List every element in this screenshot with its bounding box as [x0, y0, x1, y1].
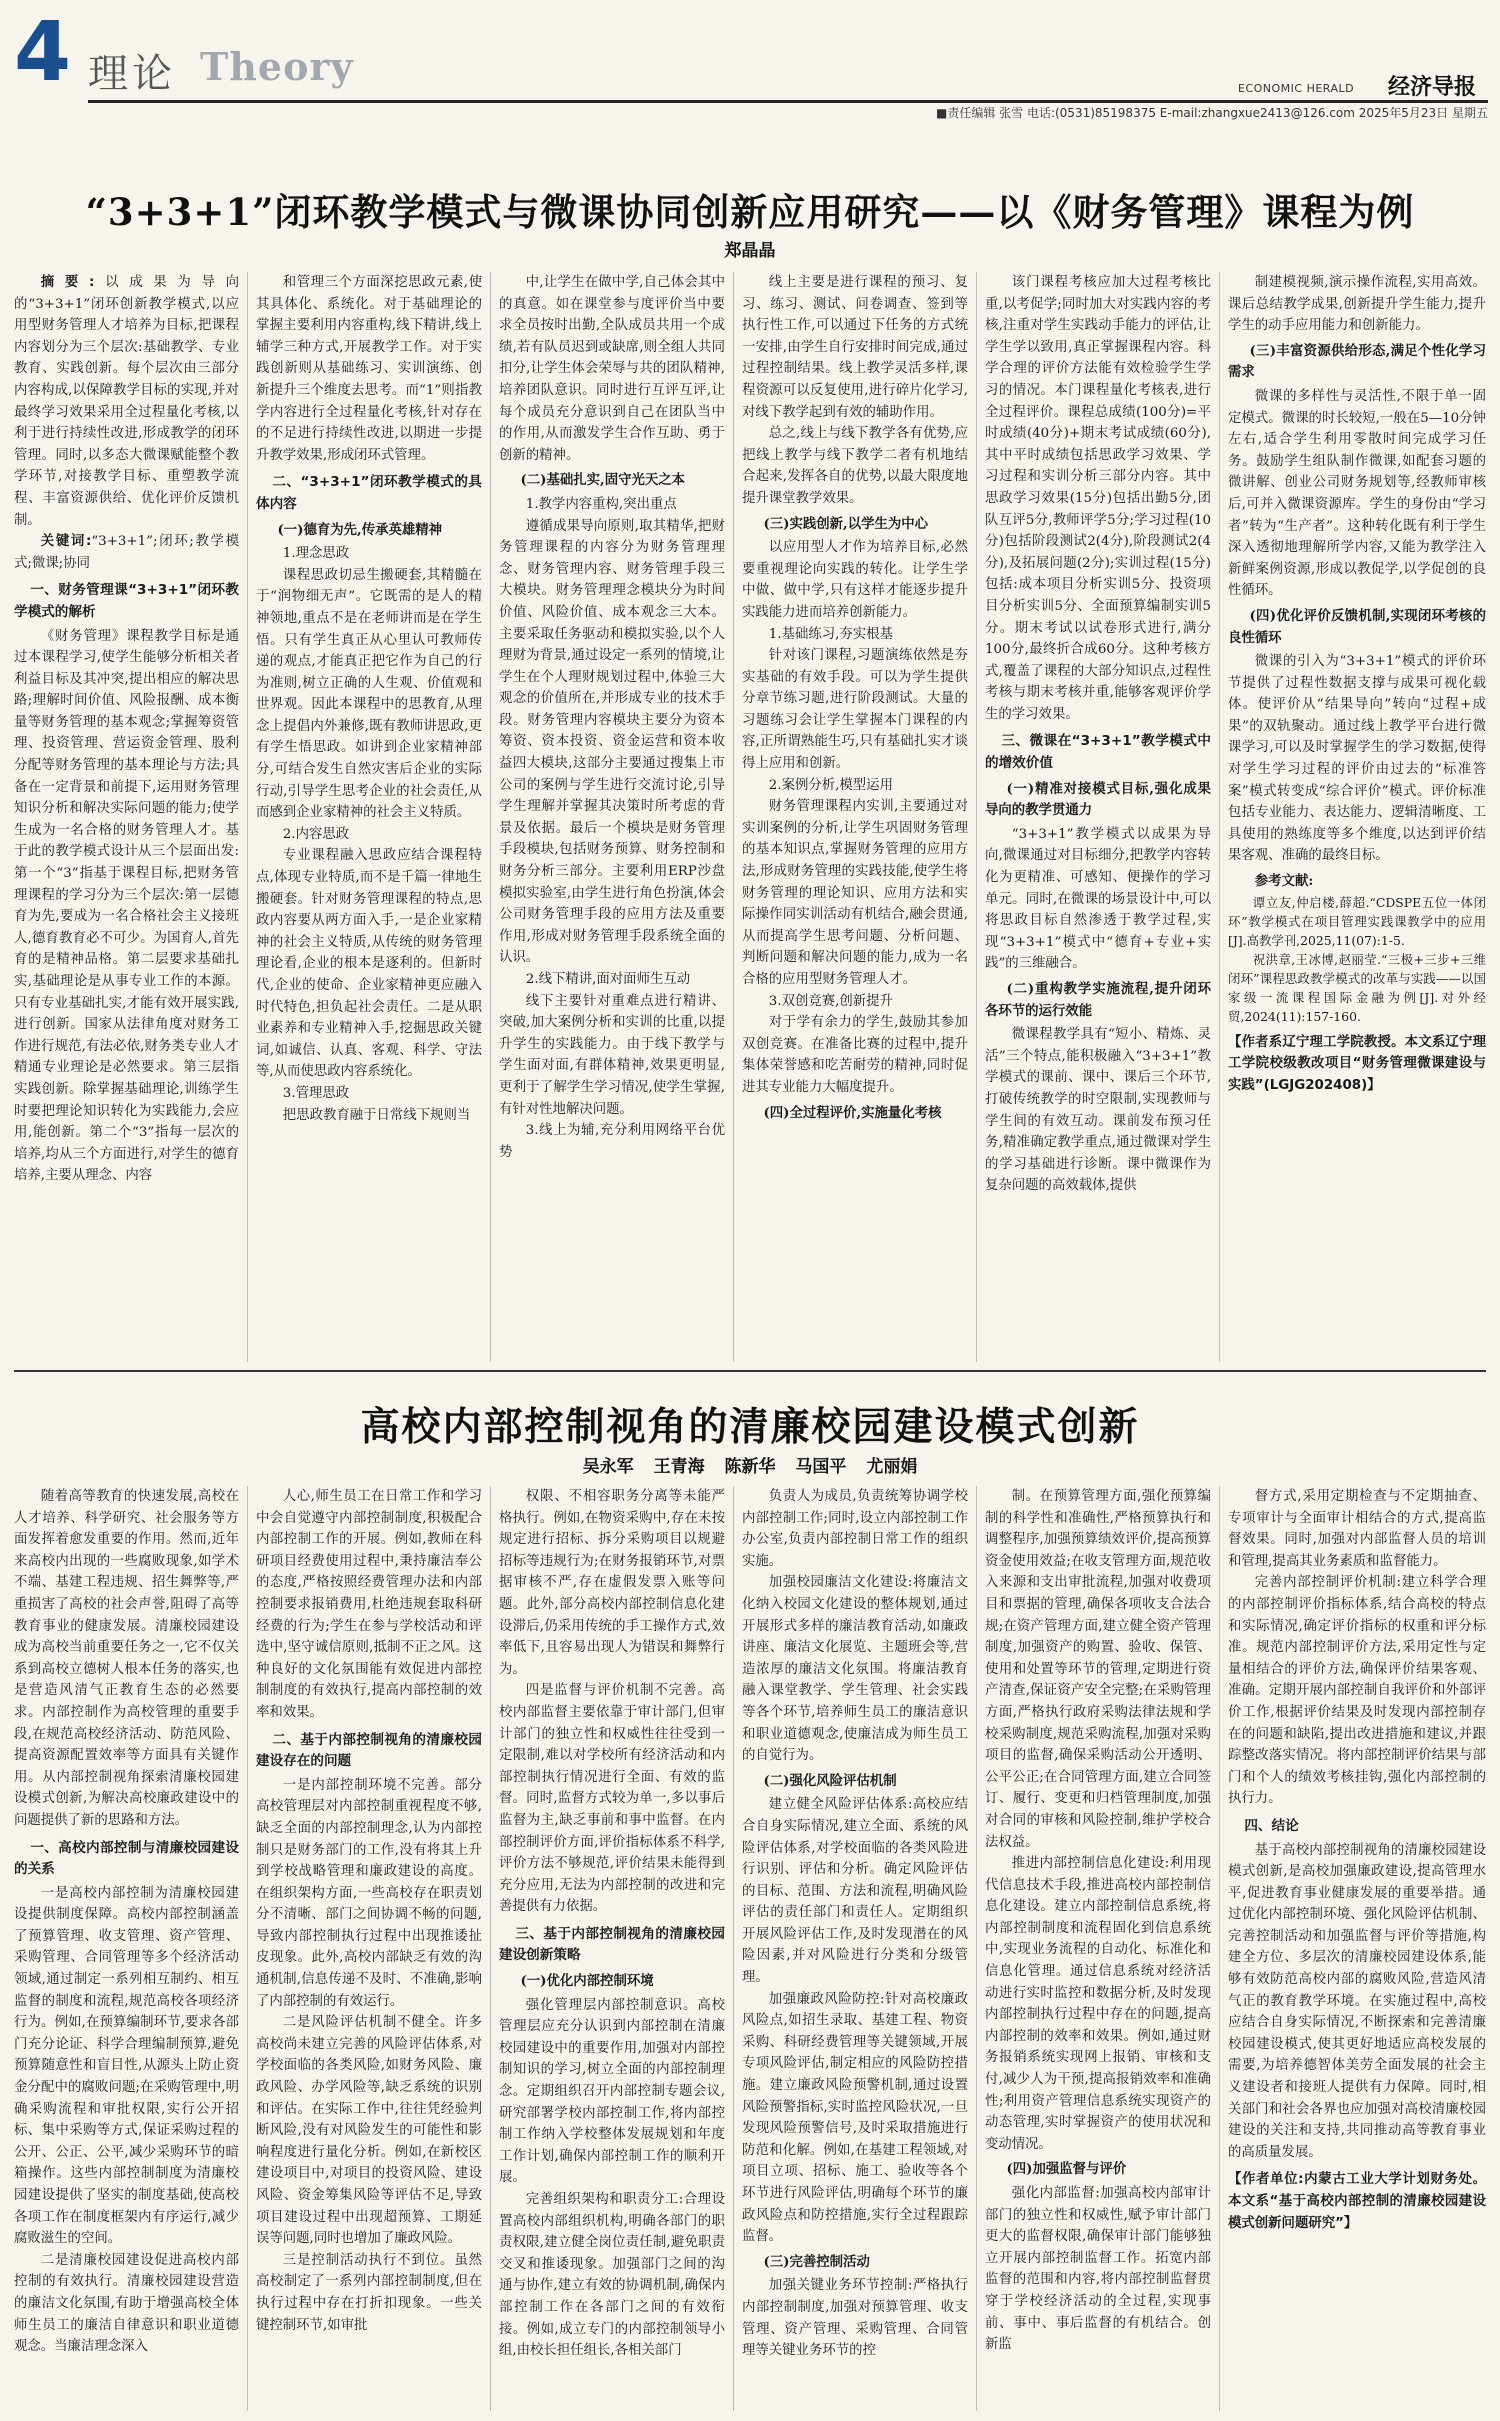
paragraph: 一是高校内部控制为清廉校园建设提供制度保障。高校内部控制涵盖了预算管理、收支管理、资产管理、采购管理、合同管理等多个经济活动领域,通过制定一系列相互制约、相互监督的制度和流程,规范高校各项经济行为。例如,在预算编制环节,要求各部门充分论证、科学合理编制预算,避免预算随意性和盲目性,从源头上防止资金分配中的腐败问题;在采购管理中,明确采购流程和审批权限,实行公开招标、集中采购等方式,保证采购过程的公开、公正、公平,减少采购环节的暗箱操作。这些内部控制制度为清廉校园建设提供了坚实的制度基础,使高校各项工作在制度框架内有序运行,减少腐败滋生的空间。 — [14, 1885, 239, 2247]
column-rule — [1219, 272, 1220, 1362]
paragraph: 权限、不相容职务分离等未能严格执行。例如,在物资采购中,存在未按规定进行招标、拆分采购项目以规避招标等违规行为;在财务报销环节,对票据审核不严,存在虚假发票入账等问题。此外,部分高校内部控制信息化建设滞后,仍采用传统的手工操作方式,效率低下,且容易出现人为错误和舞弊行为。 — [499, 1489, 725, 1677]
paragraph: 3.管理思政 — [282, 1085, 350, 1101]
article1-column-4 — [742, 272, 968, 1362]
subsection-heading: (二)强化风险评估机制 — [763, 1772, 897, 1789]
author-note: 【作者系辽宁理工学院教授。本文系辽宁理工学院校级教改项目“财务管理微课建设与实践”(LGJG202408)】 — [1228, 1034, 1486, 1093]
abstract-text: 以成果为导向的“3+3+1”闭环创新教学模式,以应用型财务管理人才培养为目标,把课程内容划分为三个层次:基础教学、专业教育、实践创新。每个层次由三部分内容构成,以保障教学目标的实现,并对最终学习效果采用全过程量化考核,以利于进行持续性改进,形成教学的闭环管理。同时,以多态大微课赋能整个教学环节,对接教学目标、重塑教学流程、丰富资源供给、优化评价反馈机制。 — [14, 275, 239, 528]
masthead-rule — [88, 100, 1488, 103]
reference-item: 祝洪章,王冰博,赵丽莹.“三极+三步+三维闭环”课程思政教学模式的改革与实践——以国家级一流课程国际金融为例[J].对外经贸,2024(11):157-160. — [1228, 951, 1486, 1024]
paragraph: 把思政教育融于日常线下规则当 — [282, 1107, 471, 1123]
section-heading: 一、财务管理课“3+3+1”闭环教学模式的解析 — [14, 582, 239, 620]
paragraph: 制建模视频,演示操作流程,实用高效。课后总结教学成果,创新提升学生能力,提升学生的动手应用能力和创新能力。 — [1228, 275, 1486, 334]
paragraph: 微课的引入为“3+3+1”模式的评价环节提供了过程性数据支撑与成果可视化载体。使评价从“结果导向”转向“过程+成果”的双轨聚动。通过线上教学平台进行微课学习,可以及时掌握学生的学习数据,使得对学生学习过程的评价由过去的“标准答案”模式转变成“综合评价”模式。评价标准包括专业能力、表达能力、逻辑清晰度、工具使用的熟练度等多个维度,以达到评价结果客观、准确的最终目标。 — [1228, 654, 1486, 864]
article1-column-5 — [985, 272, 1211, 1362]
article2-column-1 — [14, 1486, 239, 2411]
paragraph: 负责人为成员,负责统筹协调学校内部控制工作;同时,设立内部控制工作办公室,负责内部控制日常工作的组织实施。 — [742, 1489, 968, 1569]
paragraph: 2.案例分析,模型运用 — [768, 777, 893, 793]
paragraph: 制。在预算管理方面,强化预算编制的科学性和准确性,严格预算执行和调整程序,加强预算绩效评价,提高预算资金使用效益;在收支管理方面,规范收入来源和支出审批流程,加强对收费项目和票据的管理,确保各项收支合法合规;在资产管理方面,建立健全资产管理制度,加强资产的购置、验收、保管、使用和处置等环节的管理,定期进行资产清查,保证资产安全完整;在采购管理方面,严格执行政府采购法律法规和学校采购制度,规范采购流程,加强对采购项目的监督,确保采购活动公开透明、公平公正;在合同管理方面,建立合同签订、履行、变更和归档管理制度,加强对合同的审核和风险控制,维护学校合法权益。 — [985, 1489, 1211, 1850]
subsection-heading: (三)丰富资源供给形态,满足个性化学习需求 — [1228, 342, 1486, 381]
subsection-heading: (三)完善控制活动 — [763, 2253, 870, 2270]
paragraph: 和管理三个方面深挖思政元素,使其具体化、系统化。对于基础理论的掌握主要利用内容重构,线下精讲,线上辅学三种方式,开展教学工作。对于实践创新则从基础练习、实训演练、创新提升三个维度去思考。而“1”则指教学内容进行全过程量化考核,针对存在的不足进行持续性改进,以期进一步提升教学效果,形成闭环式管理。 — [256, 275, 482, 463]
section-heading: 三、基于内部控制视角的清廉校园建设创新策略 — [499, 1925, 725, 1964]
paragraph: 1.理念思政 — [282, 546, 350, 562]
author-note: 【作者单位:内蒙古工业大学计划财务处。本文系“基于高校内部控制的清廉校园建设模式创新问题研究”】 — [1228, 2172, 1486, 2231]
paragraph: 1.教学内容重构,突出重点 — [525, 496, 677, 512]
article2-column-3 — [499, 1486, 725, 2411]
article2-column-5 — [985, 1486, 1211, 2411]
article2-column-2 — [256, 1486, 482, 2411]
subsection-heading: (二)重构教学实施流程,提升闭环各环节的运行效能 — [985, 981, 1211, 1019]
subsection-heading: (一)精准对接模式目标,强化成果导向的教学贯通力 — [985, 780, 1211, 819]
paragraph: 财务管理课程内实训,主要通过对实训案例的分析,让学生巩固财务管理的基本知识点,掌握财务管理的应用方法,形成财务管理的实践技能,使学生将财务管理的理论知识、应用方法和实际操作同实训活动有机结合,融会贯通,从而提高学生思考问题、分析问题、判断问题和解决问题的能力,成为一名合格的应用型财务管理人才。 — [742, 799, 968, 987]
paragraph: 针对该门课程,习题演练依然是夯实基础的有效手段。可以为学生提供分章节练习题,进行阶段测试。大量的习题练习会让学生掌握本门课程的内容,正所谓熟能生巧,只有基础扎实才谈得上应用和创新。 — [742, 648, 968, 772]
paragraph: 对于学有余力的学生,鼓励其参加双创竞赛。在准备比赛的过程中,提升集体荣誉感和吃苦耐劳的精神,同时促进其专业能力大幅度提升。 — [742, 1015, 968, 1095]
paragraph: 《财务管理》课程教学目标是通过本课程学习,使学生能够分析相关者利益目标及其冲突,提出相应的解决思路;理解时间价值、风险报酬、成本衡量等财务管理的基本观念;掌握筹资管理、投资管理、营运资金管理、股利分配等财务管理的基本理论与方法;具备在一定背景和前提下,运用财务管理知识分析和解决实际问题的能力;使学生成为一名合格的财务管理人才。基于此的教学模式设计从三个层面出发:第一个“3”指基于课程目标,把财务管理课程的学习分为三个层次:第一层德育为先,要成为一名合格社会主义接班人,德育教育必不可少。为国育人,首先育的是精神品格。第二层要求基础扎实,基础理论是从事专业工作的本源。只有专业基础扎实,才能有效开展实践,进行创新。国家从法律角度对财务工作进行规范,有法必依,财务类专业人才精通专业理论是必然要求。第三层指实践创新。除掌握基础理论,训练学生时要把理论知识转化为实践能力,会应用,能创新。第二个“3”指每一层次的培养,均从三个方面进行,对学生的德育培养,主要从理念、内容 — [14, 628, 239, 1184]
paragraph: 建立健全风险评估体系:高校应结合自身实际情况,建立全面、系统的风险评估体系,对学校面临的各类风险进行识别、评估和分析。确定风险评估的目标、范围、方法和流程,明确风险评估的责任部门和责任人。定期组织开展风险评估工作,及时发现潜在的风险因素,并对风险进行分类和分级管理。 — [742, 1797, 968, 1986]
paragraph: 督方式,采用定期检查与不定期抽查、专项审计与全面审计相结合的方式,提高监督效果。同时,加强对内部监督人员的培训和管理,提高其业务素质和监督能力。 — [1228, 1489, 1486, 1569]
reference-item: 谭立友,仲启楼,薛超.“CDSPE五位一体闭环”教学模式在项目管理实践课教学中的应用[J].高教学刊,2025,11(07):1-5. — [1228, 894, 1486, 948]
article1-column-3 — [499, 272, 725, 1362]
subsection-heading: (一)德育为先,传承英雄精神 — [277, 521, 443, 538]
page-number: 4 — [14, 5, 72, 100]
subsection-heading: (四)优化评价反馈机制,实现闭环考核的良性循环 — [1228, 607, 1486, 646]
masthead — [0, 0, 1500, 118]
keywords-label: 关键词: — [40, 534, 92, 550]
paragraph: 3.线上为辅,充分利用网络平台优势 — [499, 1123, 725, 1160]
subsection-heading: (四)全过程评价,实施量化考核 — [763, 1104, 942, 1121]
subsection-heading: (二)基础扎实,固守光天之本 — [520, 472, 686, 489]
paragraph: 微课程教学具有“短小、精炼、灵活”三个特点,能积极融入“3+3+1”教学模式的课前、课中、课后三个环节,打破传统教学的时空限制,实现教师与学生间的有效互动。课前发布预习任务,精准确定教学重点,通过微课对学生的学习基础进行诊断。课中微课作为复杂问题的高效载体,提供 — [985, 1027, 1211, 1194]
paragraph: 加强廉政风险防控:针对高校廉政风险点,如招生录取、基建工程、物资采购、科研经费管理等关键领域,开展专项风险评估,制定相应的风险防控措施。建立廉政风险预警机制,通过设置风险预警指标,实时监控风险状况,一旦发现风险预警信号,及时采取措施进行防范和化解。例如,在基建工程领域,对项目立项、招标、施工、验收等各个环节进行风险评估,明确每个环节的廉政风险点和防控措施,实行全过程跟踪监督。 — [742, 1991, 968, 2245]
paragraph: 课程思政切忌生搬硬套,其精髓在于“润物细无声”。它既需的是人的精神领地,重点不是在老师讲而是在学生悟。只有学生真正从心里认可教师传递的观点,才能真正把它作为自己的行为准则,树立正确的人生观、价值观和世界观。因此本课程中的思教育,从理念上提倡内外兼修,既有教师讲思政,更有学生悟思政。如讲到企业家精神部分,可结合发生自然灾害后企业的实际行动,引导学生思考企业的社会责任,从而感到企业家精神的社会主义特质。 — [256, 567, 482, 821]
paragraph: 强化管理层内部控制意识。高校管理层应充分认识到内部控制在清廉校园建设中的重要作用,加强对内部控制知识的学习,树立全面的内部控制理念。定期组织召开内部控制专题会议,研究部署学校内部控制工作,将内部控制工作纳入学校整体发展规划和年度工作计划,确保内部控制工作的顺利开展。 — [499, 1997, 725, 2186]
paragraph: 线下主要针对重难点进行精讲、突破,加大案例分析和实训的比重,以提升学生的实践能力。由于线下教学与学生面对面,有群体精神,效果更明显,更利于了解学生学习情况,使学生掌握,有针对性地解决问题。 — [499, 993, 725, 1117]
paragraph: 微课的多样性与灵活性,不限于单一固定模式。微课的时长较短,一般在5—10分钟左右,适合学生利用零散时间完成学习任务。鼓励学生组队制作微课,如配套习题的微讲解、创业公司财务规划等,经教师审核后,可并入微课资源库。学生的身份由“学习者”转为“生产者”。这种转化既有利于学生深入透彻地理解所学内容,又能为教学注入新鲜案例资源,形成以教促学,以学促创的良性循环。 — [1228, 388, 1486, 599]
paragraph: 以应用型人才作为培养目标,必然要重视理论向实践的转化。让学生学中做、做中学,只有这样才能逐步提升实践能力进而培养创新能力。 — [742, 540, 968, 620]
article2-column-4 — [742, 1486, 968, 2411]
column-rule — [733, 1486, 734, 2411]
column-rule — [976, 1486, 977, 2411]
article2-title: 高校内部控制视角的清廉校园建设模式创新 — [360, 1404, 1140, 1450]
paragraph: 二是风险评估机制不健全。许多高校尚未建立完善的风险评估体系,对学校面临的各类风险,如财务风险、廉政风险、办学风险等,缺乏系统的识别和评估。在实际工作中,往往凭经验判断风险,没有对风险发生的可能性和影响程度进行量化分析。例如,在新校区建设项目中,对项目的投资风险、建设风险、资金筹集风险等评估不足,导致项目建设过程中出现超预算、工期延误等问题,同时也增加了廉政风险。 — [256, 2015, 482, 2247]
subsection-heading: (一)优化内部控制环境 — [520, 1973, 654, 1990]
column-rule — [733, 272, 734, 1362]
editor-info-line: ■责任编辑 张雪 电话:(0531)85198375 E-mail:zhangxue2413@126.com 2025年5月23日 星期五 — [935, 106, 1488, 120]
paragraph: 完善内部控制评价机制:建立科学合理的内部控制评价指标体系,结合高校的特点和实际情况,确定评价指标的权重和评分标准。规范内部控制评价方法,采用定性与定量相结合的评价方法,确保评价结果客观、准确。定期开展内部控制自我评价和外部评价工作,根据评价结果及时发现内部控制存在的问题和缺陷,提出改进措施和建议,并跟踪整改落实情况。将内部控制评价结果与部门和个人的绩效考核挂钩,强化内部控制的执行力。 — [1228, 1575, 1486, 1807]
paper-name-en: ECONOMIC HERALD — [1238, 82, 1355, 95]
column-rule — [490, 1486, 491, 2411]
paragraph: 随着高等教育的快速发展,高校在人才培养、科学研究、社会服务等方面发挥着愈发重要的作用。然而,近年来高校内出现的一些腐败现象,如学术不端、基建工程违规、招生舞弊等,严重损害了高校的社会声誉,阻碍了高等教育事业的健康发展。清廉校园建设成为高校当前重要任务之一,它不仅关系到高校立德树人根本任务的落实,也是营造风清气正教育生态的必然要求。内部控制作为高校管理的重要手段,在规范高校经济活动、防范风险、提高资源配置效率等方面具有关键作用。从内部控制视角探索清廉校园建设模式创新,为解决高校廉政建设中的问题提供了新的思路和方法。 — [14, 1489, 239, 1828]
paragraph: 1.基础练习,夯实根基 — [768, 626, 893, 642]
paragraph: 遵循成果导向原则,取其精华,把财务管理课程的内容分为财务管理理念、财务管理内容、财务管理手段三大模块。财务管理理念模块分为时间价值、风险价值、成本观念三大本。主要采取任务驱动和模拟实验,以个人理财为背景,通过设定一系列的情境,让学生在个人理财规划过程中,体验三大观念的价值所在,并形成专业的技术手段。财务管理内容模块主要分为资本筹资、资本投资、资金运营和资本收益四大模块,这部分主要通过搜集上市公司的案例与学生进行交流讨论,引导学生理解并掌握其决策时所考虑的背景及依据。最后一个模块是财务管理手段模块,包括财务预算、财务控制和财务分析三部分。主要利用ERP沙盘模拟实验室,由学生进行角色扮演,体会公司财务管理手段的应用方法及重要作用,形成对财务管理手段系统全面的认识。 — [499, 518, 725, 966]
abstract-label: 摘要: — [40, 275, 95, 290]
article1-title: “3+3+1”闭环教学模式与微课协同创新应用研究——以《财务管理》课程为例 — [85, 190, 1415, 234]
paragraph: 总之,线上与线下教学各有优势,应把线上教学与线下教学二者有机地结合起来,发挥各自的优势,以最大限度地提升课堂教学效果。 — [742, 426, 968, 506]
paragraph: 加强校园廉洁文化建设:将廉洁文化纳入校园文化建设的整体规划,通过开展形式多样的廉洁教育活动,如廉政讲座、廉洁文化展览、主题班会等,营造浓厚的廉洁文化氛围。将廉洁教育融入课堂教学、学生管理、社会实践等各个环节,培养师生员工的廉洁意识和职业道德观念,使廉洁成为师生员工的自觉行为。 — [742, 1575, 968, 1764]
paragraph: 该门课程考核应加大过程考核比重,以考促学;同时加大对实践内容的考核,注重对学生实践动手能力的评估,让学生学以致用,真正掌握课程内容。科学合理的评价方法能有效检验学生学习的情况。本门课程量化考核表,进行全过程评价。课程总成绩(100分)=平时成绩(40分)+期末考试成绩(60分),其中平时成绩包括思政学习效果、学习过程和实训分析三部分内容。其中思政学习效果(15分)包括出勤5分,团队互评5分,教师评学5分;学习过程(10分)包括阶段测试2(4分),阶段测试2(4分),及拓展问题(2分);实训过程(15分)包括:成本项目分析实训5分、投资项目分析实训5分、全面预算编制实训5分。期末考试以试卷形式进行,满分100分,最终折合成60分。这种考核方式,覆盖了课程的大部分知识点,过程性考核与期末考核并重,能够客观评价学生的学习效果。 — [985, 275, 1211, 722]
paragraph: 加强关键业务环节控制:严格执行内部控制制度,加强对预算管理、收支管理、资产管理、采购管理、合同管理等关键业务环节的控 — [742, 2278, 968, 2359]
paragraph: 中,让学生在做中学,自己体会其中的真意。如在课堂参与度评价当中要求全员按时出勤,全队成员共用一个成绩,若有队员迟到或缺席,则全组人共同扣分,让学生体会荣辱与共的团队精神,培养团队意识。同时进行互评互评,让每个成员充分意识到自己在团队当中的作用,从而激发学生合作互助、勇于创新的精神。 — [499, 275, 725, 463]
article2-authors: 吴永军 王青海 陈新华 马国平 尤丽娟 — [582, 1457, 918, 1477]
column-rule — [490, 272, 491, 1362]
column-rule — [1219, 1486, 1220, 2411]
paragraph: 二是清廉校园建设促进高校内部控制的有效执行。清廉校园建设营造的廉洁文化氛围,有助于增强高校全体师生员工的廉洁自律意识和职业道德观念。当廉洁理念深入 — [14, 2252, 239, 2355]
article-divider — [14, 1370, 1486, 1372]
paragraph: 人心,师生员工在日常工作和学习中会自觉遵守内部控制制度,积极配合内部控制工作的开展。例如,教师在科研项目经费使用过程中,秉持廉洁奉公的态度,严格按照经费管理办法和内部控制要求报销费用,杜绝违规套取科研经费的行为;学生在参与学校活动和评选中,坚守诚信原则,抵制不正之风。这种良好的文化氛围能有效促进内部控制制度的有效执行,提高内部控制的效率和效果。 — [256, 1489, 482, 1720]
section-heading: 三、微课在“3+3+1”教学模式中的增效价值 — [985, 733, 1211, 772]
paragraph: 2.内容思政 — [282, 826, 350, 842]
paragraph: 基于高校内部控制视角的清廉校园建设模式创新,是高校加强廉政建设,提高管理水平,促进教育事业健康发展的重要举措。通过优化内部控制环境、强化风险评估机制、完善控制活动和加强监督与评价等措施,构建全方位、多层次的清廉校园建设体系,能够有效防范高校内部的腐败风险,营造风清气正的教育教学环境。在实施过程中,高校应结合自身实际情况,不断探索和完善清廉校园建设模式,使其更好地适应高校发展的需要,为培养德智体美劳全面发展的社会主义建设者和接班人提供有力保障。同时,相关部门和社会各界也应加强对高校清廉校园建设的关注和支持,共同推动高等教育事业的高质量发展。 — [1228, 1842, 1486, 2160]
references-heading: 参考文献: — [1254, 873, 1314, 890]
section-title-cn: 理论 — [88, 51, 176, 97]
paragraph: 三是控制活动执行不到位。虽然高校制定了一系列内部控制制度,但在执行过程中存在打折扣现象。一些关键控制环节,如审批 — [256, 2252, 482, 2333]
paragraph: 完善组织架构和职责分工:合理设置高校内部组织机构,明确各部门的职责权限,建立健全岗位责任制,避免职责交叉和推诿现象。加强部门之间的沟通与协作,建立有效的协调机制,确保内部控制工作在各部门之间的有效衔接。例如,成立专门的内部控制领导小组,由校长担任组长,各相关部门 — [499, 2192, 725, 2359]
column-rule — [247, 272, 248, 1362]
paragraph: 3.双创竞赛,创新提升 — [768, 993, 893, 1009]
keywords-text: “3+3+1”;闭环;教学模式;微课;协同 — [14, 534, 239, 571]
paragraph: 四是监督与评价机制不完善。高校内部监督主要依靠于审计部门,但审计部门的独立性和权威性往往受到一定限制,难以对学校所有经济活动和内部控制执行情况进行全面、有效的监督。同时,监督方式较为单一,多以事后监督为主,缺乏事前和事中监督。在内部控制评价方面,评价指标体系不科学,评价方法不够规范,评价结果未能得到充分应用,无法为内部控制的改进和完善提供有力依据。 — [499, 1683, 725, 1915]
paper-name-cn: 经济导报 — [1388, 74, 1477, 100]
paragraph: 一是内部控制环境不完善。部分高校管理层对内部控制重视程度不够,缺乏全面的内部控制理念,认为内部控制只是财务部门的工作,没有将其上升到学校战略管理和廉政建设的高度。在组织架构方面,一些高校存在职责划分不清晰、部门之间协调不畅的问题,导致内部控制执行过程中出现推诿扯皮现象。此外,高校内部缺乏有效的沟通机制,信息传递不及时、不准确,影响了内部控制的有效运行。 — [256, 1777, 482, 2009]
section-title-en: Theory — [200, 44, 354, 89]
column-rule — [976, 272, 977, 1362]
paragraph: 线上主要是进行课程的预习、复习、练习、测试、问卷调查、签到等执行性工作,可以通过下任务的方式统一安排,由学生自行安排时间完成,通过过程控制结果。线上教学灵活多样,课程资源可以反复使用,进行碎片化学习,对线下教学起到有效的辅助作用。 — [742, 275, 968, 420]
article1-column-2 — [256, 272, 482, 1362]
article1-author: 郑晶晶 — [724, 241, 776, 261]
article1-column-6 — [1228, 272, 1486, 1362]
section-heading: 二、基于内部控制视角的清廉校园建设存在的问题 — [256, 1731, 482, 1770]
paragraph: 专业课程融入思政应结合课程特点,体现专业特质,而不是千篇一律地生搬硬套。针对财务管理课程的特点,思政内容要从两方面入手,一是企业家精神的社会主义特质,从传统的财务管理理论看,企业的根本是逐利的。但新时代,企业的使命、企业家精神更应融入时代特色,担负起社会责任。二是从职业素养和专业精神入手,挖掘思政关键词,如诚信、认真、客观、科学、守法等,从而使思政内容系统化。 — [256, 848, 482, 1080]
subsection-heading: (三)实践创新,以学生为中心 — [763, 515, 929, 532]
paragraph: 推进内部控制信息化建设:利用现代信息技术手段,推进高校内部控制信息化建设。建立内部控制信息系统,将内部控制制度和流程固化到信息系统中,实现业务流程的自动化、标准化和信息化管理。通过信息系统对经济活动进行实时监控和数据分析,及时发现内部控制执行过程中存在的问题,提高内部控制的效率和效果。例如,通过财务报销系统实现网上报销、审核和支付,减少人为干预,提高报销效率和准确性;利用资产管理信息系统实现资产的动态管理,实时掌握资产的使用状况和变动情况。 — [985, 1856, 1211, 2152]
section-heading: 四、结论 — [1244, 1817, 1299, 1834]
section-heading: 一、高校内部控制与清廉校园建设的关系 — [14, 1839, 239, 1878]
subsection-heading: (四)加强监督与评价 — [1006, 2161, 1127, 2178]
section-heading: 二、“3+3+1”闭环教学模式的具体内容 — [256, 474, 482, 512]
article2-column-6 — [1228, 1486, 1486, 2411]
paragraph: “3+3+1”教学模式以成果为导向,微课通过对目标细分,把教学内容转化为更精准、可感知、便操作的学习单元。同时,在微课的场景设计中,可以将思政目标自然渗透于教学过程,实现“3+3+1”模式中“德育+专业+实践”的三维融合。 — [985, 826, 1211, 972]
paragraph: 2.线下精讲,面对面师生互动 — [525, 972, 691, 987]
article1-column-1 — [14, 272, 239, 1362]
column-rule — [247, 1486, 248, 2411]
paragraph: 强化内部监督:加强高校内部审计部门的独立性和权威性,赋予审计部门更大的监督权限,确保审计部门能够独立开展内部控制监督工作。拓宽内部监督的范围和内容,将内部控制监督贯穿于学校经济活动的全过程,实现事前、事中、事后监督的有机结合。创新监 — [985, 2186, 1211, 2353]
